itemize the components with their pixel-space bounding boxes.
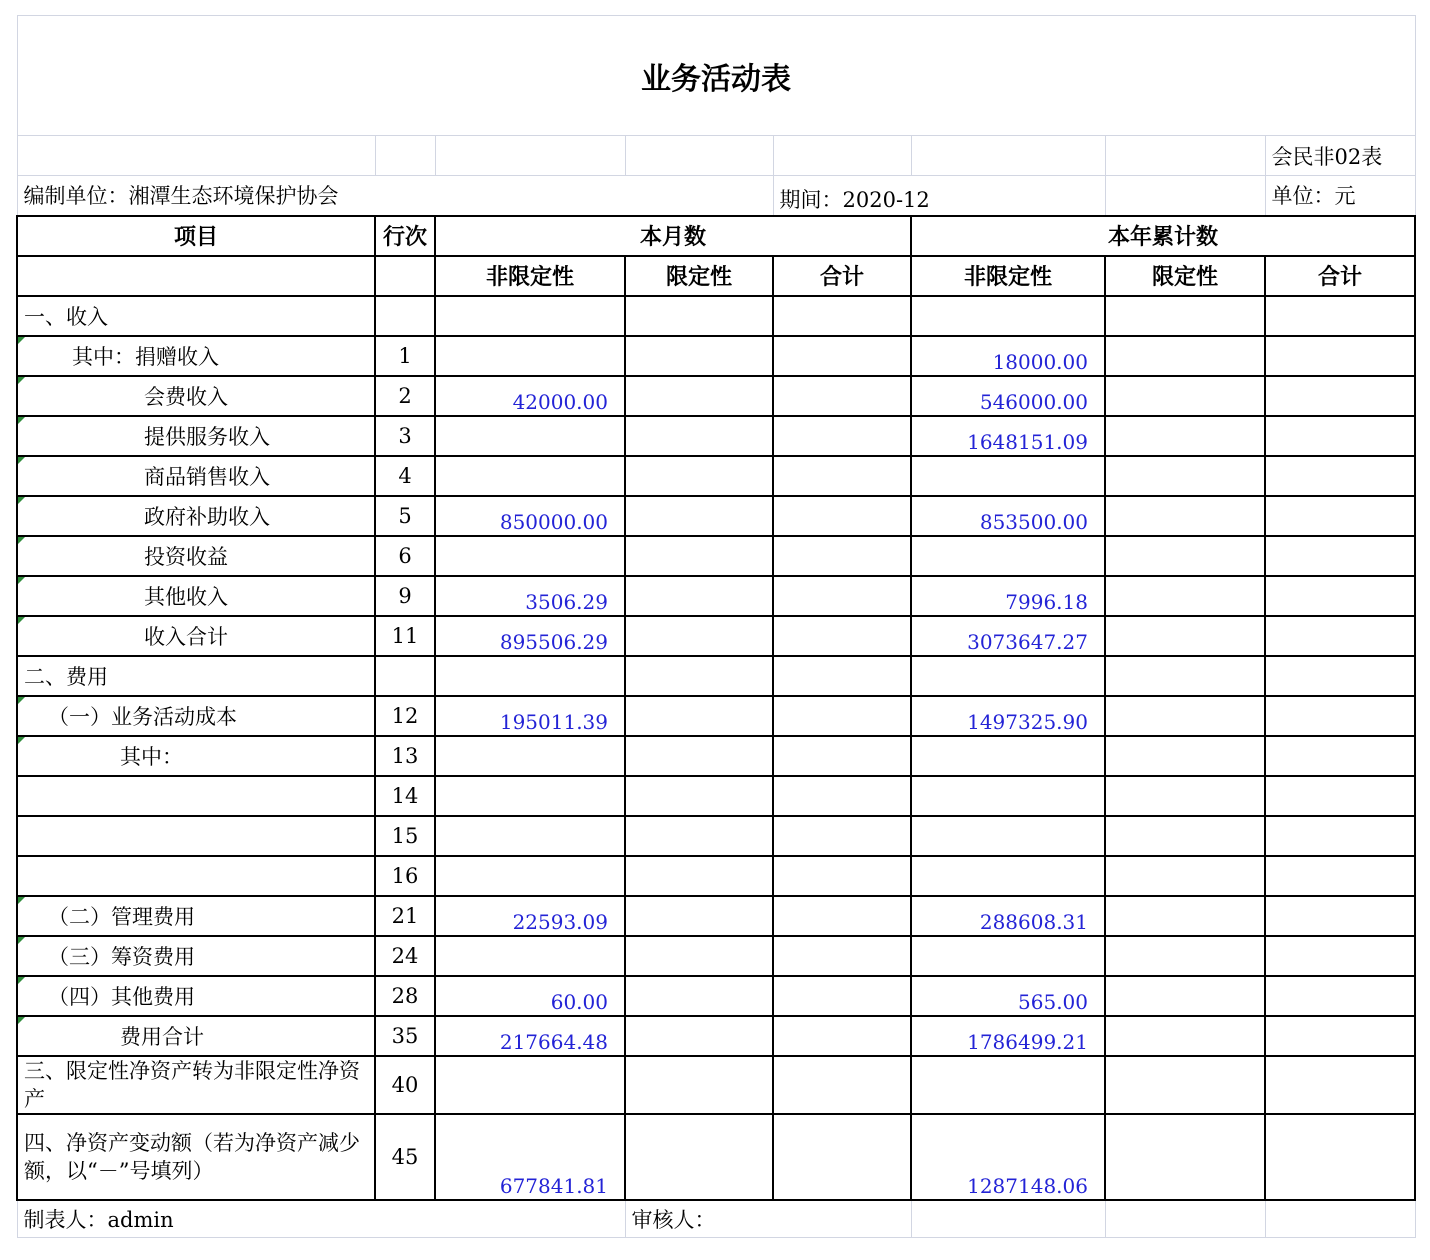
item-label[interactable] <box>17 776 375 816</box>
line-number[interactable]: 13 <box>375 736 435 776</box>
header-line[interactable]: 行次 <box>375 216 435 256</box>
form-code-row <box>17 136 1415 176</box>
year-unrestricted-value[interactable]: 1287148.06 <box>911 1114 1105 1200</box>
month-unrestricted-value[interactable]: 3506.29 <box>435 576 625 616</box>
year-unrestricted-value[interactable] <box>911 776 1105 816</box>
item-label[interactable] <box>17 816 375 856</box>
year-unrestricted-value[interactable]: 18000.00 <box>911 336 1105 376</box>
month-restricted-value[interactable] <box>625 1016 773 1056</box>
month-total-value[interactable] <box>773 816 911 856</box>
header-month-restricted[interactable]: 限定性 <box>625 256 773 296</box>
item-label[interactable]: （四）其他费用 <box>17 976 375 1016</box>
year-total-value[interactable] <box>1265 816 1415 856</box>
year-restricted-value[interactable] <box>1105 296 1265 336</box>
table-row <box>17 856 1415 896</box>
year-restricted-value[interactable] <box>1105 936 1265 976</box>
cell[interactable] <box>911 136 1105 176</box>
line-number[interactable]: 2 <box>375 376 435 416</box>
line-number[interactable]: 5 <box>375 496 435 536</box>
month-restricted-value[interactable] <box>625 656 773 696</box>
year-restricted-value[interactable] <box>1105 456 1265 496</box>
year-total-value[interactable] <box>1265 936 1415 976</box>
month-unrestricted-value[interactable] <box>435 776 625 816</box>
year-restricted-value[interactable] <box>1105 376 1265 416</box>
year-restricted-value[interactable] <box>1105 496 1265 536</box>
org-row <box>17 176 1415 216</box>
year-unrestricted-value[interactable] <box>911 856 1105 896</box>
item-label[interactable]: （二）管理费用 <box>17 896 375 936</box>
item-label[interactable]: 提供服务收入 <box>17 416 375 456</box>
year-unrestricted-value[interactable]: 1648151.09 <box>911 416 1105 456</box>
year-unrestricted-value[interactable]: 288608.31 <box>911 896 1105 936</box>
item-label[interactable]: （一）业务活动成本 <box>17 696 375 736</box>
month-restricted-value[interactable] <box>625 376 773 416</box>
month-total-value[interactable] <box>773 736 911 776</box>
table-row <box>17 1056 1415 1114</box>
year-restricted-value[interactable] <box>1105 776 1265 816</box>
table-row <box>17 416 1415 456</box>
header-month-unrestricted[interactable]: 非限定性 <box>435 256 625 296</box>
line-number[interactable] <box>375 296 435 336</box>
year-total-value[interactable] <box>1265 896 1415 936</box>
year-restricted-value[interactable] <box>1105 816 1265 856</box>
table-row <box>17 776 1415 816</box>
year-unrestricted-value[interactable] <box>911 736 1105 776</box>
year-restricted-value[interactable] <box>1105 616 1265 656</box>
year-total-value[interactable] <box>1265 616 1415 656</box>
month-unrestricted-value[interactable]: 42000.00 <box>435 376 625 416</box>
month-total-value[interactable] <box>773 656 911 696</box>
preparer[interactable]: 制表人：admin <box>17 1200 625 1238</box>
month-unrestricted-value[interactable] <box>435 736 625 776</box>
table-row <box>17 296 1415 336</box>
cell[interactable] <box>1105 1200 1265 1238</box>
month-unrestricted-value[interactable] <box>435 656 625 696</box>
year-restricted-value[interactable] <box>1105 1056 1265 1114</box>
line-number[interactable]: 24 <box>375 936 435 976</box>
header-year-unrestricted[interactable]: 非限定性 <box>911 256 1105 296</box>
line-number[interactable]: 15 <box>375 816 435 856</box>
cell[interactable] <box>1105 176 1265 216</box>
year-restricted-value[interactable] <box>1105 536 1265 576</box>
month-total-value[interactable] <box>773 496 911 536</box>
month-total-value[interactable] <box>773 896 911 936</box>
activity-report-table <box>16 15 1416 1238</box>
item-label[interactable]: 四、净资产变动额（若为净资产减少额，以“－”号填列） <box>17 1114 375 1200</box>
year-restricted-value[interactable] <box>1105 696 1265 736</box>
item-label[interactable]: （三）筹资费用 <box>17 936 375 976</box>
month-restricted-value[interactable] <box>625 816 773 856</box>
header-item[interactable]: 项目 <box>17 216 375 256</box>
table-row <box>17 896 1415 936</box>
month-unrestricted-value[interactable] <box>435 336 625 376</box>
month-restricted-value[interactable] <box>625 776 773 816</box>
year-restricted-value[interactable] <box>1105 976 1265 1016</box>
item-label[interactable]: 政府补助收入 <box>17 496 375 536</box>
table-row <box>17 736 1415 776</box>
title-row <box>17 16 1415 136</box>
unit[interactable]: 单位：元 <box>1265 176 1415 216</box>
item-label[interactable]: 一、收入 <box>17 296 375 336</box>
item-label[interactable]: 商品销售收入 <box>17 456 375 496</box>
month-restricted-value[interactable] <box>625 456 773 496</box>
month-total-value[interactable] <box>773 776 911 816</box>
year-total-value[interactable] <box>1265 416 1415 456</box>
month-unrestricted-value[interactable] <box>435 296 625 336</box>
year-restricted-value[interactable] <box>1105 856 1265 896</box>
month-total-value[interactable] <box>773 1114 911 1200</box>
month-unrestricted-value[interactable]: 850000.00 <box>435 496 625 536</box>
year-unrestricted-value[interactable] <box>911 936 1105 976</box>
year-total-value[interactable] <box>1265 456 1415 496</box>
line-number[interactable]: 6 <box>375 536 435 576</box>
line-number[interactable]: 14 <box>375 776 435 816</box>
month-total-value[interactable] <box>773 296 911 336</box>
month-restricted-value[interactable] <box>625 936 773 976</box>
cell[interactable] <box>1265 1200 1415 1238</box>
year-total-value[interactable] <box>1265 656 1415 696</box>
cell[interactable] <box>435 136 625 176</box>
month-restricted-value[interactable] <box>625 856 773 896</box>
month-unrestricted-value[interactable] <box>435 416 625 456</box>
year-unrestricted-value[interactable]: 1497325.90 <box>911 696 1105 736</box>
table-row <box>17 1114 1415 1200</box>
line-number[interactable]: 12 <box>375 696 435 736</box>
year-unrestricted-value[interactable] <box>911 1056 1105 1114</box>
year-total-value[interactable] <box>1265 776 1415 816</box>
year-unrestricted-value[interactable] <box>911 456 1105 496</box>
month-total-value[interactable] <box>773 336 911 376</box>
year-total-value[interactable] <box>1265 856 1415 896</box>
month-total-value[interactable] <box>773 976 911 1016</box>
month-unrestricted-value[interactable]: 60.00 <box>435 976 625 1016</box>
item-label[interactable]: 其中：捐赠收入 <box>17 336 375 376</box>
month-total-value[interactable] <box>773 936 911 976</box>
month-total-value[interactable] <box>773 576 911 616</box>
month-restricted-value[interactable] <box>625 336 773 376</box>
year-total-value[interactable] <box>1265 976 1415 1016</box>
year-unrestricted-value[interactable]: 1786499.21 <box>911 1016 1105 1056</box>
month-unrestricted-value[interactable] <box>435 536 625 576</box>
table-row <box>17 536 1415 576</box>
cell[interactable] <box>911 1200 1105 1238</box>
cell[interactable] <box>1105 136 1265 176</box>
month-restricted-value[interactable] <box>625 976 773 1016</box>
month-restricted-value[interactable] <box>625 1056 773 1114</box>
month-unrestricted-value[interactable] <box>435 856 625 896</box>
month-unrestricted-value[interactable]: 677841.81 <box>435 1114 625 1200</box>
item-label[interactable]: 费用合计 <box>17 1016 375 1056</box>
year-total-value[interactable] <box>1265 336 1415 376</box>
table-row <box>17 456 1415 496</box>
month-restricted-value[interactable] <box>625 296 773 336</box>
year-restricted-value[interactable] <box>1105 336 1265 376</box>
line-number[interactable]: 45 <box>375 1114 435 1200</box>
item-label[interactable]: 二、费用 <box>17 656 375 696</box>
table-row <box>17 576 1415 616</box>
period[interactable]: 期间：2020-12 <box>773 176 1105 216</box>
month-restricted-value[interactable] <box>625 496 773 536</box>
year-total-value[interactable] <box>1265 576 1415 616</box>
table-row <box>17 936 1415 976</box>
month-total-value[interactable] <box>773 456 911 496</box>
year-unrestricted-value[interactable]: 7996.18 <box>911 576 1105 616</box>
line-number[interactable]: 16 <box>375 856 435 896</box>
table-row <box>17 1016 1415 1056</box>
table-body <box>17 216 1415 1200</box>
year-total-value[interactable] <box>1265 496 1415 536</box>
table-row <box>17 496 1415 536</box>
month-total-value[interactable] <box>773 1056 911 1114</box>
line-number[interactable]: 1 <box>375 336 435 376</box>
item-label[interactable]: 其中： <box>17 736 375 776</box>
year-total-value[interactable] <box>1265 1056 1415 1114</box>
line-number[interactable]: 21 <box>375 896 435 936</box>
month-total-value[interactable] <box>773 856 911 896</box>
year-unrestricted-value[interactable]: 853500.00 <box>911 496 1105 536</box>
year-restricted-value[interactable] <box>1105 656 1265 696</box>
month-unrestricted-value[interactable] <box>435 936 625 976</box>
line-number[interactable]: 35 <box>375 1016 435 1056</box>
month-restricted-value[interactable] <box>625 536 773 576</box>
year-restricted-value[interactable] <box>1105 896 1265 936</box>
month-total-value[interactable] <box>773 616 911 656</box>
year-unrestricted-value[interactable] <box>911 536 1105 576</box>
header-row-1 <box>17 216 1415 256</box>
month-unrestricted-value[interactable]: 217664.48 <box>435 1016 625 1056</box>
line-number[interactable]: 4 <box>375 456 435 496</box>
header-month[interactable]: 本月数 <box>435 216 911 256</box>
year-restricted-value[interactable] <box>1105 1016 1265 1056</box>
table-row <box>17 976 1415 1016</box>
month-restricted-value[interactable] <box>625 736 773 776</box>
header-year-total[interactable]: 合计 <box>1265 256 1415 296</box>
month-restricted-value[interactable] <box>625 696 773 736</box>
item-label[interactable]: 投资收益 <box>17 536 375 576</box>
month-unrestricted-value[interactable]: 895506.29 <box>435 616 625 656</box>
header-row-2 <box>17 256 1415 296</box>
line-number[interactable] <box>375 656 435 696</box>
year-total-value[interactable] <box>1265 536 1415 576</box>
item-label[interactable] <box>17 856 375 896</box>
month-total-value[interactable] <box>773 536 911 576</box>
year-unrestricted-value[interactable]: 3073647.27 <box>911 616 1105 656</box>
cell[interactable] <box>375 256 435 296</box>
month-restricted-value[interactable] <box>625 896 773 936</box>
header-year-restricted[interactable]: 限定性 <box>1105 256 1265 296</box>
line-number[interactable]: 28 <box>375 976 435 1016</box>
month-unrestricted-value[interactable]: 22593.09 <box>435 896 625 936</box>
year-total-value[interactable] <box>1265 376 1415 416</box>
line-number[interactable]: 3 <box>375 416 435 456</box>
year-unrestricted-value[interactable] <box>911 656 1105 696</box>
table-row <box>17 816 1415 856</box>
year-restricted-value[interactable] <box>1105 736 1265 776</box>
year-unrestricted-value[interactable]: 546000.00 <box>911 376 1105 416</box>
year-restricted-value[interactable] <box>1105 1114 1265 1200</box>
year-unrestricted-value[interactable] <box>911 816 1105 856</box>
org-name[interactable]: 编制单位：湘潭生态环境保护协会 <box>17 176 773 216</box>
header-month-total[interactable]: 合计 <box>773 256 911 296</box>
cell[interactable] <box>17 136 375 176</box>
table-row <box>17 656 1415 696</box>
item-label[interactable]: 收入合计 <box>17 616 375 656</box>
table-row <box>17 376 1415 416</box>
line-number[interactable]: 9 <box>375 576 435 616</box>
year-total-value[interactable] <box>1265 296 1415 336</box>
reviewer[interactable]: 审核人： <box>625 1200 911 1238</box>
year-restricted-value[interactable] <box>1105 416 1265 456</box>
year-unrestricted-value[interactable] <box>911 296 1105 336</box>
month-total-value[interactable] <box>773 416 911 456</box>
year-total-value[interactable] <box>1265 696 1415 736</box>
month-restricted-value[interactable] <box>625 1114 773 1200</box>
cell[interactable] <box>773 136 911 176</box>
form-code[interactable]: 会民非02表 <box>1265 136 1415 176</box>
month-unrestricted-value[interactable]: 195011.39 <box>435 696 625 736</box>
line-number[interactable]: 11 <box>375 616 435 656</box>
cell[interactable] <box>625 136 773 176</box>
cell[interactable] <box>17 256 375 296</box>
header-year[interactable]: 本年累计数 <box>911 216 1415 256</box>
cell[interactable] <box>375 136 435 176</box>
line-number[interactable]: 40 <box>375 1056 435 1114</box>
month-unrestricted-value[interactable] <box>435 456 625 496</box>
item-label[interactable]: 其他收入 <box>17 576 375 616</box>
table-row <box>17 616 1415 656</box>
footer-row <box>17 1200 1415 1238</box>
item-label[interactable]: 会费收入 <box>17 376 375 416</box>
month-total-value[interactable] <box>773 1016 911 1056</box>
month-total-value[interactable] <box>773 376 911 416</box>
year-unrestricted-value[interactable]: 565.00 <box>911 976 1105 1016</box>
month-restricted-value[interactable] <box>625 576 773 616</box>
report-title: 业务活动表 <box>17 16 1415 136</box>
year-total-value[interactable] <box>1265 1114 1415 1200</box>
year-total-value[interactable] <box>1265 736 1415 776</box>
table-row <box>17 336 1415 376</box>
month-unrestricted-value[interactable] <box>435 816 625 856</box>
month-unrestricted-value[interactable] <box>435 1056 625 1114</box>
item-label[interactable]: 三、限定性净资产转为非限定性净资产 <box>17 1056 375 1114</box>
year-restricted-value[interactable] <box>1105 576 1265 616</box>
table-row <box>17 696 1415 736</box>
month-restricted-value[interactable] <box>625 416 773 456</box>
month-total-value[interactable] <box>773 696 911 736</box>
month-restricted-value[interactable] <box>625 616 773 656</box>
year-total-value[interactable] <box>1265 1016 1415 1056</box>
